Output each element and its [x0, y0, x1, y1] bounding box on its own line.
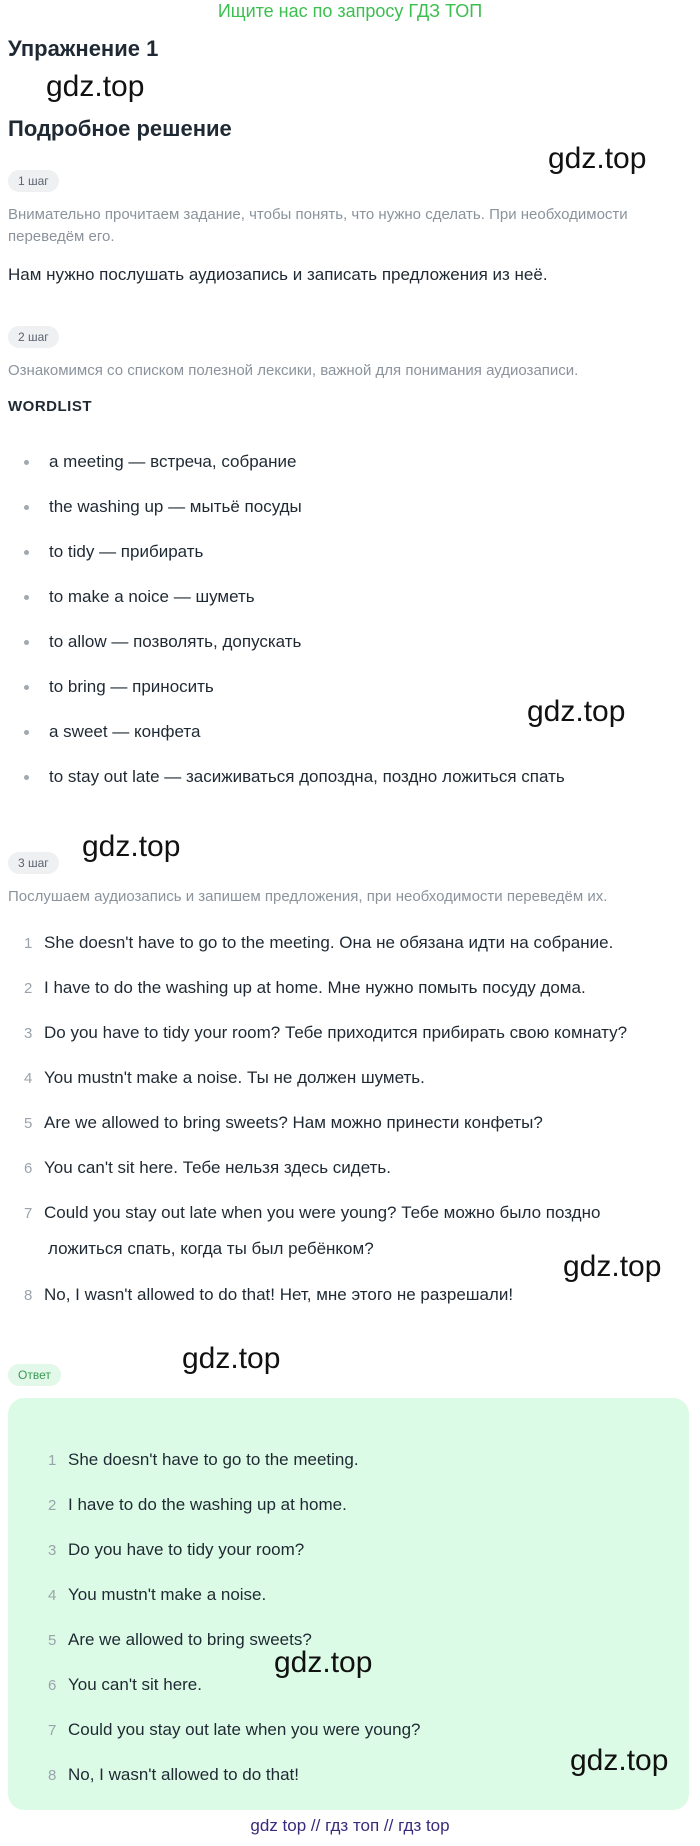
bullet-icon — [24, 775, 29, 780]
step-note: Внимательно прочитаем задание, чтобы понять, что нужно сделать. При необходимости переведём его. — [8, 206, 628, 245]
bullet-icon — [24, 685, 29, 690]
bullet-icon — [24, 460, 29, 465]
numbered-item: 6 You can't sit here. Тебе нельзя здесь сидеть. — [24, 1158, 391, 1177]
answer-item: 8 No, I wasn't allowed to do that! — [48, 1765, 299, 1784]
list-item: to bring — приносить — [24, 677, 214, 697]
bullet-icon — [24, 730, 29, 735]
numbered-item: 2 I have to do the washing up at home. Мне нужно помыть посуду дома. — [24, 978, 586, 997]
top-banner-link[interactable]: Ищите нас по запросу ГДЗ ТОП — [217, 1, 483, 21]
answer-badge: Ответ — [8, 1364, 61, 1386]
numbered-item: 4 You mustn't make a noise. Ты не должен шуметь. — [24, 1068, 425, 1087]
bullet-icon — [24, 595, 29, 600]
answer-item: 4 You mustn't make a noise. — [48, 1585, 267, 1604]
bullet-icon — [24, 640, 29, 645]
list-item: to allow — позволять, допускать — [24, 632, 301, 652]
solution-title: Подробное решение — [8, 116, 232, 141]
list-item: a sweet — конфета — [24, 722, 200, 742]
footer-links[interactable]: gdz top // гдз топ // гдз top — [250, 1816, 450, 1835]
numbered-item: 5 Are we allowed to bring sweets? Нам можно принести конфеты? — [24, 1113, 543, 1132]
answer-item: 6 You can't sit here. — [48, 1675, 202, 1694]
list-item: to tidy — прибирать — [24, 542, 203, 562]
watermark: gdz.top — [563, 1250, 662, 1283]
step-badge: 2 шаг — [8, 326, 59, 348]
numbered-item: 1 She doesn't have to go to the meeting. Она не обязана идти на собрание. — [24, 933, 614, 952]
list-item: to make a noice — шуметь — [24, 587, 255, 607]
numbered-item-continuation: ложиться спать, когда ты был ребёнком? — [48, 1239, 374, 1258]
numbered-item: 8 No, I wasn't allowed to do that! Нет, мне этого не разрешали! — [24, 1285, 514, 1304]
answer-item: 1 She doesn't have to go to the meeting. — [48, 1450, 359, 1469]
answer-item: 5 Are we allowed to bring sweets? — [48, 1630, 312, 1649]
watermark: gdz.top — [46, 70, 145, 103]
step-badge: 3 шаг — [8, 852, 59, 874]
bullet-icon — [24, 505, 29, 510]
bullet-icon — [24, 550, 29, 555]
step-text: Нам нужно послушать аудиозапись и записать предложения из неё. — [8, 265, 548, 284]
wordlist-title: WORDLIST — [8, 398, 92, 415]
watermark: gdz.top — [82, 830, 181, 863]
exercise-title: Упражнение 1 — [8, 36, 159, 61]
watermark: gdz.top — [182, 1342, 281, 1375]
answer-item: 3 Do you have to tidy your room? — [48, 1540, 305, 1559]
list-item: the washing up — мытьё посуды — [24, 497, 302, 517]
list-item: a meeting — встреча, собрание — [24, 452, 296, 472]
watermark: gdz.top — [570, 1744, 669, 1777]
watermark: gdz.top — [274, 1646, 373, 1679]
watermark: gdz.top — [527, 695, 626, 728]
answer-item: 2 I have to do the washing up at home. — [48, 1495, 347, 1514]
numbered-item: 3 Do you have to tidy your room? Тебе приходится прибирать свою комнату? — [24, 1023, 628, 1042]
list-item: to stay out late — засиживаться допоздна, поздно ложиться спать — [24, 767, 565, 787]
step-note: Ознакомимся со списком полезной лексики, важной для понимания аудиозаписи. — [8, 362, 579, 379]
step-note: Послушаем аудиозапись и запишем предложения, при необходимости переведём их. — [8, 888, 608, 905]
watermark: gdz.top — [548, 142, 647, 175]
numbered-item: 7 Could you stay out late when you were young? Тебе можно было поздно — [24, 1203, 601, 1222]
step-badge: 1 шаг — [8, 170, 59, 192]
answer-item: 7 Could you stay out late when you were young? — [48, 1720, 421, 1739]
